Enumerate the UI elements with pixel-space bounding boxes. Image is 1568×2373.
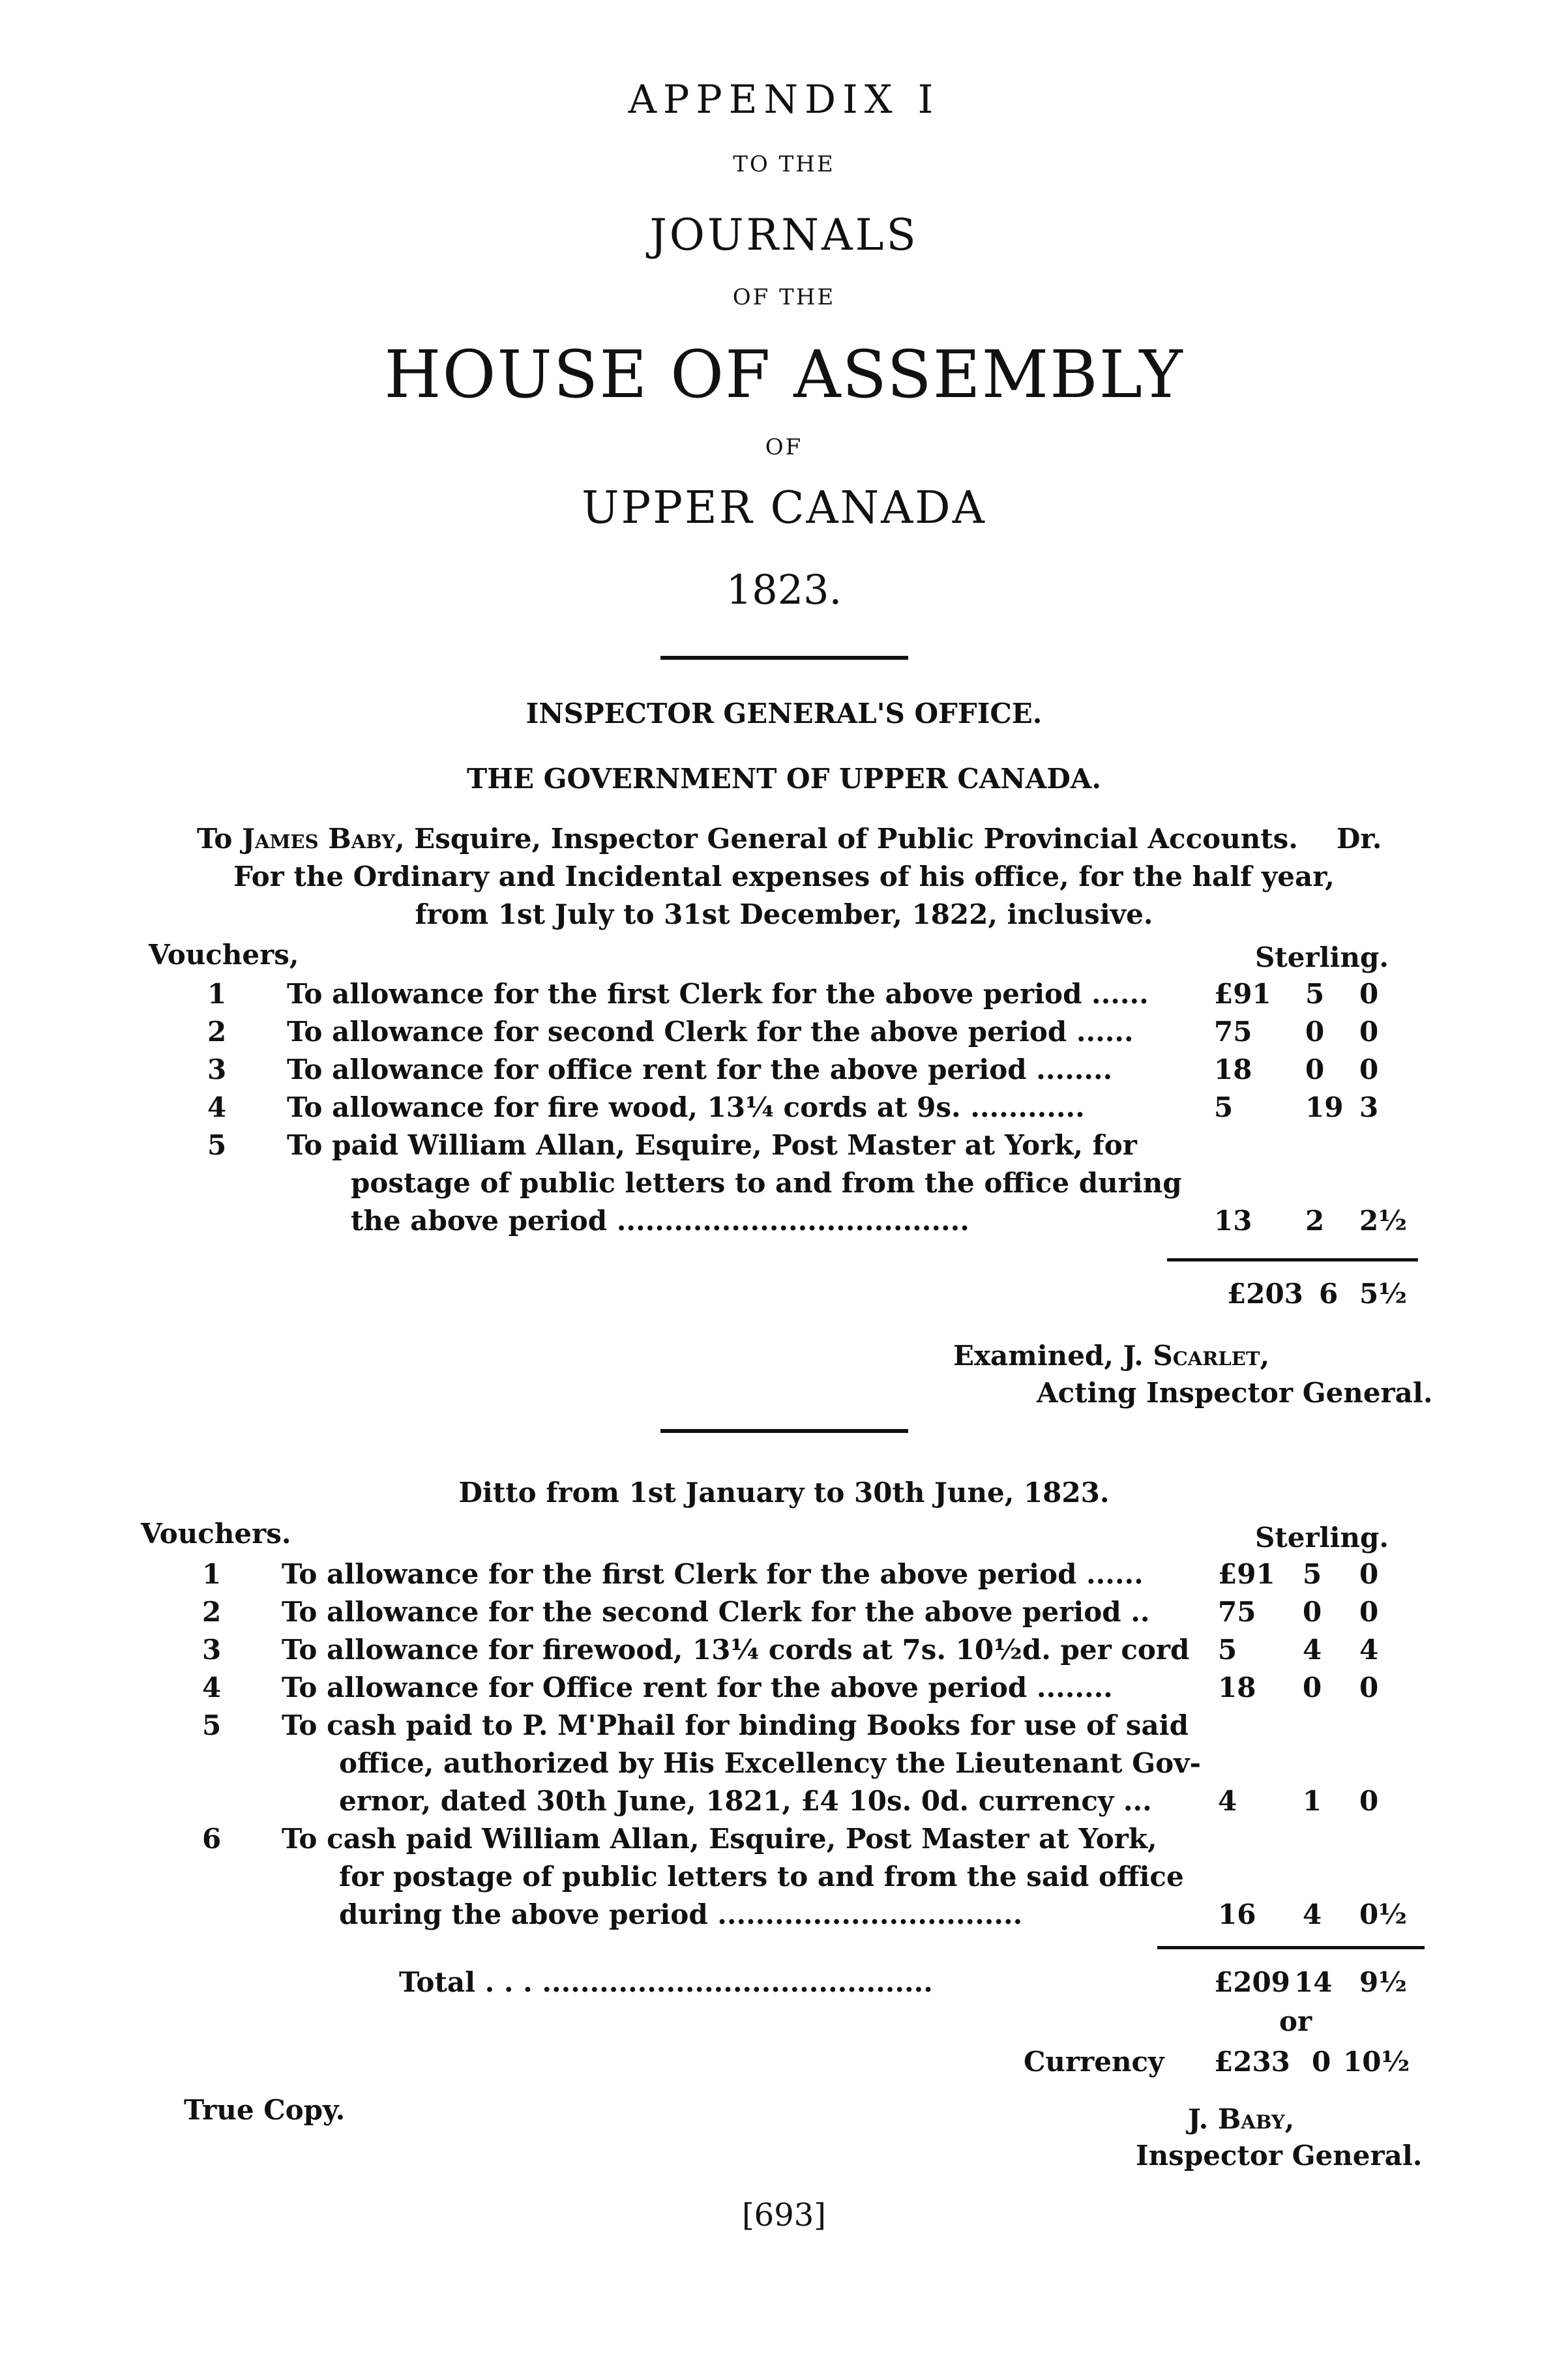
examiner-comma: , [1260,1340,1270,1372]
to-word: To [197,823,233,855]
amount-pounds: 4 [1218,1785,1237,1817]
appendix-heading: APPENDIX I [628,77,940,123]
account-heading-line [197,823,1298,855]
account-2-total-rule [1157,1946,1425,1949]
voucher-description: during the above period ................................ [339,1898,1023,1930]
account-2-total-shillings: 14 [1294,1966,1333,1998]
amount-pence: 4 [1359,1634,1379,1666]
amount-shillings: 2 [1305,1205,1325,1237]
account-1-total-pounds: £203 [1227,1278,1303,1310]
account-1-total-pence: 5½ [1359,1278,1408,1310]
expenses-description: For the Ordinary and Incidental expenses of his office, for the half year, [233,861,1335,892]
voucher-number: 4 [202,1672,222,1703]
of-the-label: OF THE [732,284,836,310]
amount-pence: 0 [1359,1054,1379,1085]
voucher-number: 1 [207,978,227,1010]
debit-marker: Dr. [1337,823,1382,855]
voucher-description: ernor, dated 30th June, 1821, £4 10s. 0d. currency ... [339,1785,1152,1817]
or-label: or [1279,2005,1312,2037]
inspector-name: James Baby [242,823,395,855]
amount-pence: 2½ [1359,1205,1408,1237]
amount-pounds: 18 [1218,1672,1256,1703]
voucher-description: office, authorized by His Excellency the Lieutenant Gov- [339,1747,1201,1779]
voucher-description: postage of public letters to and from the office during [351,1167,1182,1199]
amount-pounds: 18 [1214,1054,1252,1085]
amount-shillings: 0 [1305,1054,1325,1085]
voucher-number: 6 [202,1823,222,1855]
amount-shillings: 0 [1303,1596,1322,1628]
office-title: INSPECTOR GENERAL'S OFFICE. [525,698,1043,730]
account-2-total-pounds: £209 [1214,1966,1290,1998]
amount-pence: 0 [1359,978,1379,1010]
amount-pounds: 16 [1218,1898,1256,1930]
signature-title: Inspector General. [1136,2140,1423,2172]
journals-heading: JOURNALS [649,210,919,260]
signature-comma: , [1284,2103,1295,2135]
amount-pence: 0½ [1359,1898,1408,1930]
voucher-description: To allowance for the first Clerk for the above period ...... [282,1558,1144,1590]
house-heading: HOUSE OF ASSEMBLY [384,336,1184,413]
voucher-description: To allowance for office rent for the above period ........ [287,1054,1113,1085]
voucher-description: To paid William Allan, Esquire, Post Master at York, for [287,1129,1137,1161]
amount-pounds: 5 [1218,1634,1237,1666]
sterling-label-2: Sterling. [1255,1522,1389,1554]
account-2-total-pence: 9½ [1359,1966,1408,1998]
sterling-label-1: Sterling. [1255,941,1389,973]
voucher-number: 4 [207,1091,227,1123]
amount-pence: 3 [1359,1091,1379,1123]
amount-shillings: 0 [1305,1016,1325,1048]
currency-pence: 10½ [1343,2046,1410,2078]
voucher-description: To allowance for firewood, 13¼ cords at 7s. 10½d. per cord [282,1634,1190,1666]
amount-shillings: 5 [1305,978,1325,1010]
total-label: Total . . . ......................................... [399,1966,933,1998]
voucher-number: 5 [207,1129,227,1161]
amount-shillings: 0 [1303,1672,1322,1703]
ditto-heading: Ditto from 1st January to 30th June, 1823. [458,1477,1110,1509]
amount-shillings: 19 [1305,1091,1344,1123]
amount-shillings: 1 [1303,1785,1322,1817]
mid-divider [660,1429,908,1433]
amount-shillings: 5 [1303,1558,1322,1590]
year-heading: 1823. [726,566,842,613]
amount-pounds: 75 [1214,1016,1252,1048]
amount-pounds: £91 [1218,1558,1275,1590]
signature-name: Baby [1217,2103,1285,2135]
signature-line [1188,2103,1294,2135]
voucher-description: To allowance for Office rent for the above period ........ [282,1672,1113,1703]
voucher-number: 5 [202,1709,222,1741]
amount-pounds: 13 [1214,1205,1252,1237]
vouchers-label-1: Vouchers, [149,939,299,971]
to-the-label: TO THE [733,151,835,177]
examined-line [953,1340,1269,1372]
account-1-total-rule [1167,1258,1418,1261]
amount-pence: 0 [1359,1558,1379,1590]
acting-inspector-title: Acting Inspector General. [1037,1377,1433,1409]
true-copy-label: True Copy. [184,2094,346,2126]
signature-prefix: J. [1188,2103,1209,2135]
voucher-number: 2 [202,1596,222,1628]
voucher-number: 3 [202,1634,222,1666]
examiner-name: Scarlet [1153,1340,1260,1372]
currency-label: Currency [1024,2046,1164,2078]
of-label: OF [765,434,803,460]
page-number: [693] [741,2197,827,2233]
voucher-description: To allowance for fire wood, 13¼ cords at 9s. ............ [287,1091,1085,1123]
amount-pounds: £91 [1214,978,1271,1010]
voucher-number: 1 [202,1558,222,1590]
amount-shillings: 4 [1303,1898,1322,1930]
amount-pence: 0 [1359,1016,1379,1048]
currency-pounds: £233 [1214,2046,1290,2078]
amount-shillings: 4 [1303,1634,1322,1666]
header-divider [660,656,908,660]
currency-shillings: 0 [1312,2046,1331,2078]
examined-prefix: Examined, J. [953,1340,1144,1372]
amount-pounds: 75 [1218,1596,1256,1628]
voucher-description: To cash paid to P. M'Phail for binding Books for use of said [282,1709,1189,1741]
amount-pence: 0 [1359,1672,1379,1703]
amount-pence: 0 [1359,1596,1379,1628]
voucher-description: To allowance for the second Clerk for the above period .. [282,1596,1150,1628]
voucher-description: To allowance for second Clerk for the above period ...... [287,1016,1134,1048]
voucher-number: 2 [207,1016,227,1048]
government-title: THE GOVERNMENT OF UPPER CANADA. [467,763,1101,795]
amount-pence: 0 [1359,1785,1379,1817]
inspector-description: , Esquire, Inspector General of Public Provincial Accounts. [394,823,1298,855]
voucher-description: the above period ..................................... [351,1205,969,1237]
province-heading: UPPER CANADA [582,482,986,534]
period-description: from 1st July to 31st December, 1822, inclusive. [415,898,1153,930]
vouchers-label-2: Vouchers. [141,1518,291,1550]
voucher-description: for postage of public letters to and from the said office [339,1861,1184,1893]
amount-pounds: 5 [1214,1091,1234,1123]
voucher-description: To cash paid William Allan, Esquire, Post Master at York, [282,1823,1157,1855]
voucher-description: To allowance for the first Clerk for the above period ...... [287,978,1149,1010]
voucher-number: 3 [207,1054,227,1085]
account-1-total-shillings: 6 [1319,1278,1339,1310]
